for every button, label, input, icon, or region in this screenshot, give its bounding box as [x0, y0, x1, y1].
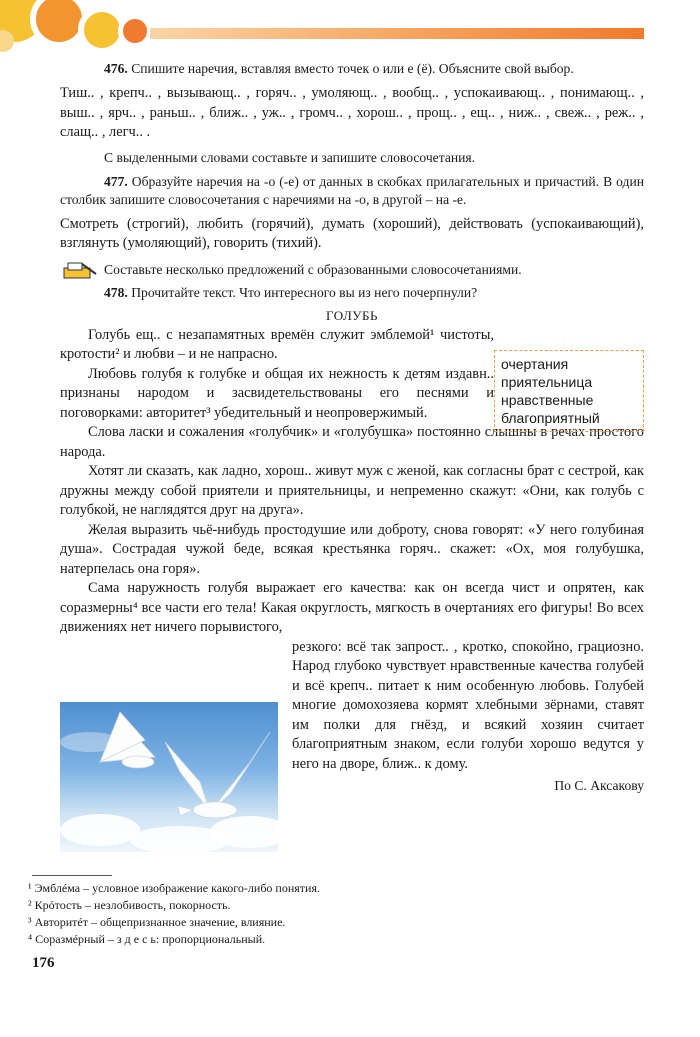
header-bar [150, 28, 644, 39]
exercise-number: 476. [104, 61, 128, 76]
exercise-476-task: С выделенными словами составьте и запишите словосочетания. [104, 149, 476, 165]
text-title: ГОЛУБЬ [326, 307, 378, 323]
footnotes [28, 880, 588, 948]
paragraph: Желая выразить чьё-нибудь простодушие или доброту, снова говорят: «У него голубиная душа». Сострадая чужой беде, всякая крестьянка горяч.. скажет: «Ох, моя голубушка, натерпелась она горя». [60, 521, 644, 577]
footnote: ³ Авторитéт – общепризнанное значение, влияние. [28, 915, 286, 929]
paragraph: Сама наружность голубя выражает его качества: как он всегда чист и опрятен, как соразмерны⁴ все части его тела! Какая округлость, мягкость в очертаниях его фигуры! Во всех движениях нет ничего порывистого, [60, 580, 644, 635]
paragraph: Любовь голубя к голубке и общая их нежность к детям издавн.. признаны народом и засвидетельствованы его песнями и поговорками: авторитет³ убедительный и неопровержимый. [60, 365, 494, 421]
vocabulary-word: нравственные [501, 392, 594, 408]
author: По С. Аксакову [554, 778, 644, 793]
page-content [60, 60, 644, 794]
exercise-477-words: Смотреть (строгий), любить (горячий), думать (хороший), действовать (успокаивающий), взглянуть (умоляющий), говорить (тихий). [60, 215, 644, 251]
vocabulary-word: очертания [501, 356, 569, 372]
doves-illustration [60, 702, 278, 852]
exercise-477 [60, 173, 644, 209]
footnote: ⁴ Соразмéрный – з д е с ь: пропорциональный. [28, 932, 266, 946]
vocabulary-word: благоприятный [501, 410, 600, 426]
doves-photo [60, 702, 278, 852]
paragraph: Голубь ещ.. с незапамятных времён служит эмблемой¹ чистоты, кротости² и любви – и не напрасно. [60, 326, 494, 362]
exercise-number: 477. [104, 173, 128, 189]
notebook-pencil-icon [60, 260, 100, 280]
exercise-476-words: Тиш.. , крепч.. , вызывающ.. , горяч.. , умоляющ.. , вообщ.. , успокаивающ.. , понимающ.. , выш.. , ярч.. , раньш.. , ближ.. , уж.. , громч.. , хорош.. , прощ.. , ещ.. , ниж.. , свеж.. , реж.. , слащ.. , легч.. . [60, 85, 644, 140]
footnote: ¹ Эмблéма – условное изображение какого-либо понятия. [28, 881, 320, 895]
exercise-476 [60, 60, 644, 78]
footnote: ² Крóтость – незлобивость, покорность. [28, 898, 231, 912]
exercise-477-note [60, 260, 644, 280]
exercise-number: 478. [104, 284, 128, 300]
exercise-text: Спишите наречия, вставляя вместо точек о или е (ё). Объясните свой выбор. [131, 61, 574, 76]
paragraph: Хотят ли сказать, как ладно, хорош.. живут муж с женой, как согласны брат с сестрой, как дружны между собой приятели и приятельницы, и непременно скажут: «Они, как голубь с голубкой, не наглядятся друг на друга». [60, 463, 644, 518]
vocabulary-box [494, 350, 644, 432]
vocabulary-word: приятельница [501, 374, 593, 390]
exercise-478 [60, 284, 644, 302]
exercise-text: Прочитайте текст. Что интересного вы из него почерпнули? [131, 284, 478, 300]
note-text: Составьте несколько предложений с образованными словосочетаниями. [104, 261, 522, 277]
page-number: 176 [32, 955, 55, 971]
exercise-text: Образуйте наречия на -о (-е) от данных в скобках прилагательных и причастий. В один столбик запишите словосочетания с наречиями на -о, в другой – на -е. [60, 173, 645, 207]
paragraph: Слова ласки и сожаления «голубчик» и «голубушка» постоянно слышны в речах простого народа. [60, 424, 644, 460]
paragraph: резкого: всё так запрост.. , кротко, спокойно, грациозно. Народ глубоко чувствует нравственные качества голубей и всё крепч.. питает к ним особенную любовь. Голубей многие домохозяева кормят хлебными зёрнами, ставят им полки для гнёзд, и всякий хозяин считает благоприятным знаком, если голуби хорошо ведутся у него на дворе, ближ.. к дому. [292, 638, 644, 772]
footnote-rule [32, 875, 112, 876]
